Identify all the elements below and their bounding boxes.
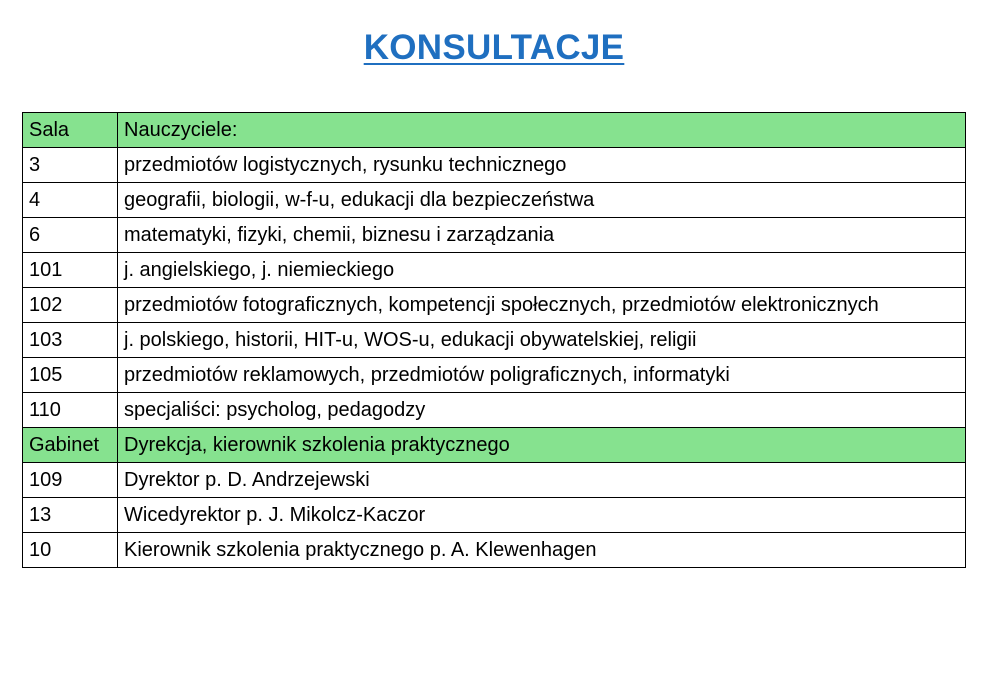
table-row (23, 498, 966, 533)
room-number-cell: 105 (23, 358, 118, 393)
header-cell-management: Dyrekcja, kierownik szkolenia praktycznego (118, 428, 966, 463)
teachers-cell: matematyki, fizyki, chemii, biznesu i zarządzania (118, 218, 966, 253)
page-title: KONSULTACJE (363, 28, 625, 67)
teachers-cell: j. polskiego, historii, HIT-u, WOS-u, edukacji obywatelskiej, religii (118, 323, 966, 358)
consultation-table (22, 112, 966, 568)
staff-cell: Wicedyrektor p. J. Mikolcz-Kaczor (118, 498, 966, 533)
teachers-cell: specjaliści: psycholog, pedagodzy (118, 393, 966, 428)
table-row (23, 148, 966, 183)
header-cell-teachers: Nauczyciele: (118, 113, 966, 148)
table-row (23, 358, 966, 393)
room-number-cell: 3 (23, 148, 118, 183)
table-row (23, 463, 966, 498)
room-number-cell: 110 (23, 393, 118, 428)
teachers-cell: j. angielskiego, j. niemieckiego (118, 253, 966, 288)
table-row (23, 533, 966, 568)
office-number-cell: 10 (23, 533, 118, 568)
staff-cell: Dyrektor p. D. Andrzejewski (118, 463, 966, 498)
header-cell-room: Sala (23, 113, 118, 148)
table-row (23, 253, 966, 288)
room-number-cell: 4 (23, 183, 118, 218)
room-number-cell: 102 (23, 288, 118, 323)
teachers-cell: przedmiotów logistycznych, rysunku technicznego (118, 148, 966, 183)
teachers-cell: przedmiotów fotograficznych, kompetencji społecznych, przedmiotów elektronicznych (118, 288, 966, 323)
table-row (23, 393, 966, 428)
staff-cell: Kierownik szkolenia praktycznego p. A. Klewenhagen (118, 533, 966, 568)
table-header-row (23, 428, 966, 463)
table-header-row (23, 113, 966, 148)
table-row (23, 183, 966, 218)
office-number-cell: 13 (23, 498, 118, 533)
table-row (23, 323, 966, 358)
room-number-cell: 103 (23, 323, 118, 358)
room-number-cell: 101 (23, 253, 118, 288)
table-row (23, 288, 966, 323)
header-cell-office: Gabinet (23, 428, 118, 463)
teachers-cell: przedmiotów reklamowych, przedmiotów poligraficznych, informatyki (118, 358, 966, 393)
teachers-cell: geografii, biologii, w-f-u, edukacji dla bezpieczeństwa (118, 183, 966, 218)
table-row (23, 218, 966, 253)
office-number-cell: 109 (23, 463, 118, 498)
room-number-cell: 6 (23, 218, 118, 253)
